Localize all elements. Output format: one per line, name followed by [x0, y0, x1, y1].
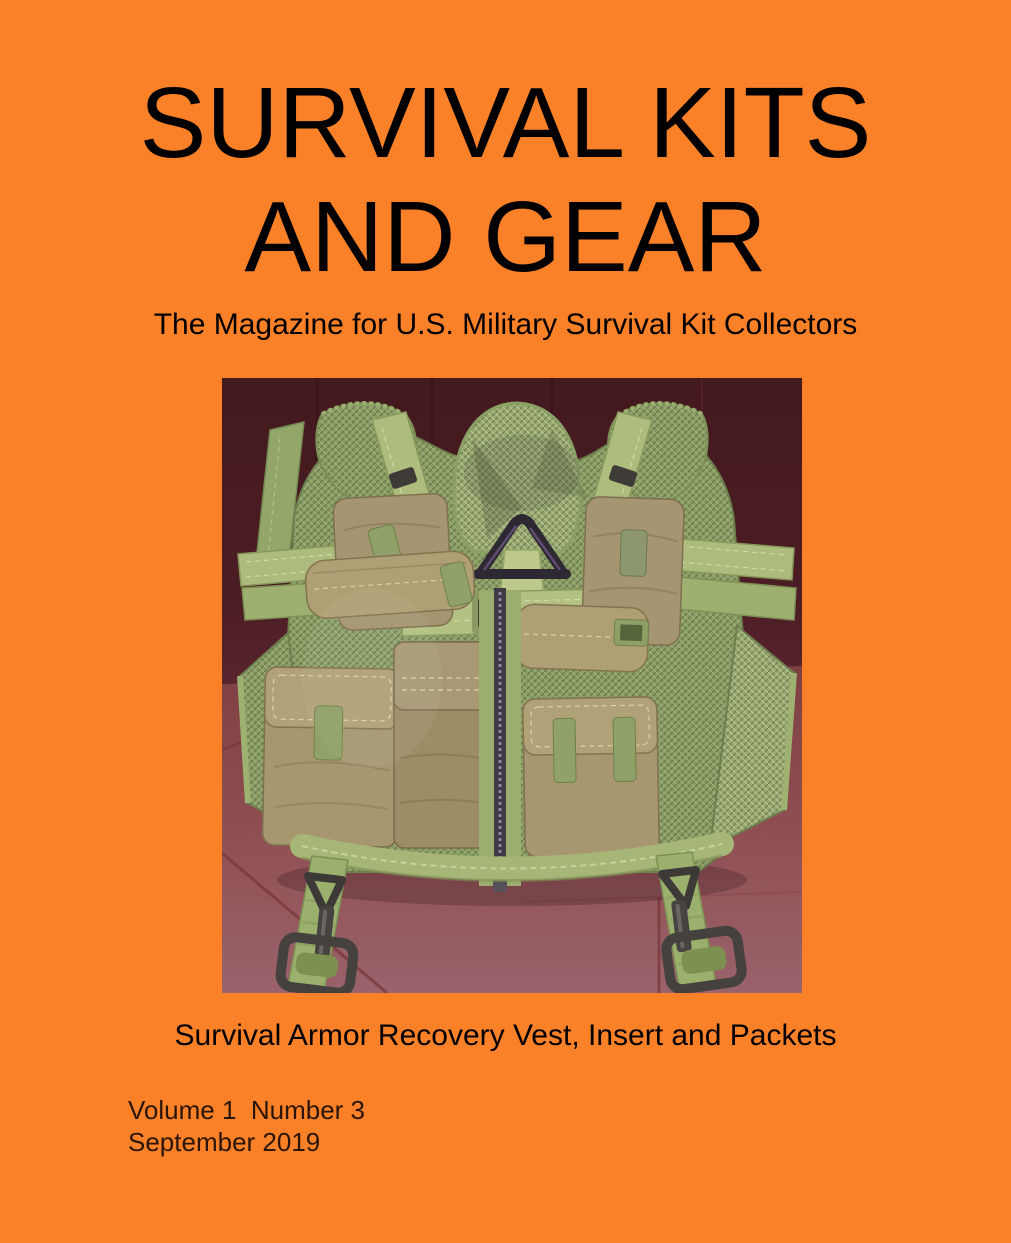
title-line-1: SURVIVAL KITS	[139, 67, 872, 179]
magazine-title	[0, 66, 1011, 294]
issue-date: September 2019	[128, 1127, 321, 1157]
volume-number: Volume 1 Number 3	[128, 1095, 366, 1125]
cover-photo	[222, 378, 802, 993]
photo-caption: Survival Armor Recovery Vest, Insert and Packets	[174, 1019, 837, 1052]
issue-info	[128, 1094, 365, 1158]
magazine-subtitle: The Magazine for U.S. Military Survival Kit Collectors	[153, 308, 858, 341]
title-line-2: AND GEAR	[244, 181, 767, 293]
vest-photo-illustration	[222, 378, 802, 993]
zipper	[479, 588, 521, 892]
